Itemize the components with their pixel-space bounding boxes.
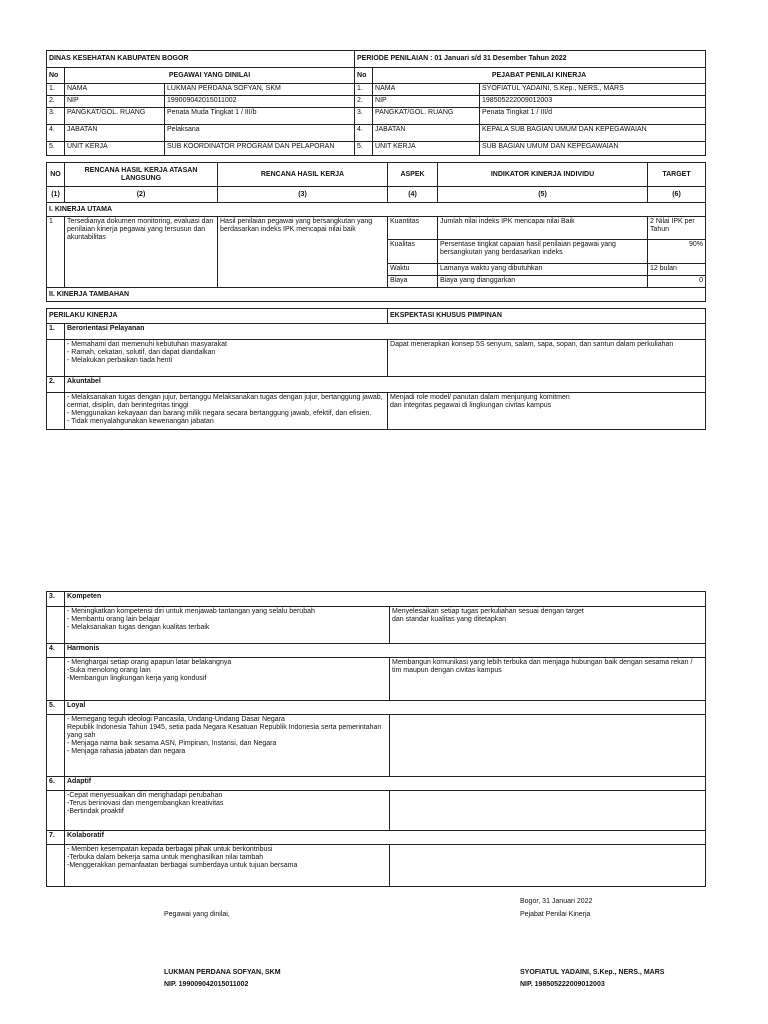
penilai-label: Pejabat Penilai Kinerja <box>520 911 591 918</box>
perilaku-title: Kompeten <box>65 592 706 607</box>
pejabat-row-field: NAMA <box>373 84 480 96</box>
perilaku-title: Loyal <box>65 701 706 715</box>
perilaku-desc: - Memberi kesempatan kepada berbagai pihak untuk berkontribusi -Terbuka dalam bekerja sama untuk menghasilkan nilai tambah -Menggerakkan pemanfaatan berbagai sumberdaya untuk tujuan bersama <box>65 845 390 887</box>
pejabat-row-value: Penata Tingkat 1 / III/d <box>480 108 706 125</box>
perilaku-expect <box>390 791 706 831</box>
pejabat-row-value: SUB BAGIAN UMUM DAN KEPEGAWAIAN <box>480 142 706 156</box>
pejabat-row-value: 198505222009012003 <box>480 96 706 108</box>
indikator-target: 0 <box>648 276 706 288</box>
perilaku-title: Kolaboratif <box>65 831 706 845</box>
indikator-text: Jumlah nilai indeks IPK mencapai nilai Baik <box>438 217 648 240</box>
pejabat-row-no: 3. <box>355 108 373 125</box>
perilaku-title: Harmonis <box>65 644 706 658</box>
perilaku-expect <box>390 715 706 777</box>
perilaku-expect: Membangun komunikasi yang lebih terbuka dan menjaga hubungan baik dengan sesama rekan / tim maupun dengan civitas kampus <box>390 658 706 701</box>
pejabat-row-field: UNIT KERJA <box>373 142 480 156</box>
pejabat-row-field: PANGKAT/GOL. RUANG <box>373 108 480 125</box>
pegawai-signature-name: LUKMAN PERDANA SOFYAN, SKM <box>164 969 281 976</box>
pegawai-no-header: No <box>47 68 65 84</box>
penilai-signature-name: SYOFIATUL YADAINI, S.Kep., NERS., MARS <box>520 969 665 976</box>
perilaku-spacer <box>47 715 65 777</box>
pejabat-no-header: No <box>355 68 373 84</box>
pegawai-row-no: 1. <box>47 84 65 96</box>
pegawai-row-value: Penata Muda Tingkat 1 / III/b <box>165 108 355 125</box>
pegawai-row-no: 3. <box>47 108 65 125</box>
indikator-target: 90% <box>648 240 706 264</box>
kinerja-utama-rhk-atasan: Tersedianya dokumen monitoring, evaluasi dan penilaian kinerja pegawai yang tersusun dan akuntabilitas <box>65 217 218 288</box>
pejabat-row-value: SYOFIATUL YADAINI, S.Kep., NERS., MARS <box>480 84 706 96</box>
perilaku-no: 1. <box>47 324 65 340</box>
pejabat-row-no: 4. <box>355 125 373 142</box>
perilaku-no: 4. <box>47 644 65 658</box>
pegawai-signature-nip: NIP. 199009042015011002 <box>164 981 249 988</box>
pegawai-row-no: 2. <box>47 96 65 108</box>
col-aspek-header: ASPEK <box>388 163 438 187</box>
penilai-signature-nip: NIP. 198505222009012003 <box>520 981 605 988</box>
perilaku-desc: - Meningkatkan kompetensi diri untuk menjawab tantangan yang selalu berubah - Membantu orang lain belajar - Melaksanakan tugas dengan kualitas terbaik <box>65 607 390 644</box>
pegawai-row-field: NIP <box>65 96 165 108</box>
pegawai-row-value: 199009042015011002 <box>165 96 355 108</box>
indikator-target: 12 bulan <box>648 264 706 276</box>
perilaku-spacer <box>47 340 65 377</box>
perilaku-desc: -Cepat menyesuaikan diri menghadapi perubahan -Terus berinovasi dan mengembangkan kreativitas -Bertindak proaktif <box>65 791 390 831</box>
pegawai-row-field: PANGKAT/GOL. RUANG <box>65 108 165 125</box>
pejabat-row-no: 2. <box>355 96 373 108</box>
perilaku-title: Adaptif <box>65 777 706 791</box>
perilaku-no: 6. <box>47 777 65 791</box>
instansi-name: DINAS KESEHATAN KABUPATEN BOGOR <box>47 51 355 68</box>
col-number: (4) <box>388 187 438 203</box>
perilaku-heading: PERILAKU KINERJA <box>47 309 388 324</box>
indikator-aspek: Kuantitas <box>388 217 438 240</box>
kinerja-utama-rhk: Hasil penilaian pegawai yang bersangkutan yang berdasarkan indeks IPK mencapai nilai baik <box>218 217 388 288</box>
place-date: Bogor, 31 Januari 2022 <box>520 898 593 905</box>
perilaku-spacer <box>47 791 65 831</box>
pegawai-label: Pegawai yang dinilai, <box>164 911 230 918</box>
col-target-header: TARGET <box>648 163 706 187</box>
ekspektasi-heading: EKSPEKTASI KHUSUS PIMPINAN <box>388 309 706 324</box>
perilaku-no: 3. <box>47 592 65 607</box>
pejabat-row-no: 1. <box>355 84 373 96</box>
pegawai-row-field: NAMA <box>65 84 165 96</box>
perilaku-expect: Menjadi role model/ panutan dalam menjunjung komitmen dan integritas pegawai di lingkungan civitas kampus <box>388 393 706 430</box>
pegawai-row-no: 4. <box>47 125 65 142</box>
skp-table-perilaku-2 <box>46 591 706 887</box>
col-number: (6) <box>648 187 706 203</box>
perilaku-desc: - Memegang teguh ideologi Pancasila, Undang-Undang Dasar Negara Republik Indonesia Tahun 1945, setia pada Negara Kesatuan Republik Indonesia serta pemerintahan yang sah - Menjaga nama baik sesama ASN, Pimpinan, Instansi, dan Negara - Menjaga rahasia jabatan dan negara <box>65 715 390 777</box>
periode-penilaian: PERIODE PENILAIAN : 01 Januari s/d 31 Desember Tahun 2022 <box>355 51 706 68</box>
skp-table-main <box>46 50 706 156</box>
indikator-aspek: Kualitas <box>388 240 438 264</box>
pegawai-row-value: LUKMAN PERDANA SOFYAN, SKM <box>165 84 355 96</box>
pegawai-title: PEGAWAI YANG DINILAI <box>65 68 355 84</box>
perilaku-title: Berorientasi Pelayanan <box>65 324 706 340</box>
perilaku-expect: Dapat menerapkan konsep 5S senyum, salam, sapa, sopan, dan santun dalam perkuliahan <box>388 340 706 377</box>
pejabat-row-field: JABATAN <box>373 125 480 142</box>
pegawai-row-no: 5. <box>47 142 65 156</box>
pejabat-row-value: KEPALA SUB BAGIAN UMUM DAN KEPEGAWAIAN <box>480 125 706 142</box>
col-rhk-atasan-header: RENCANA HASIL KERJA ATASAN LANGSUNG <box>65 163 218 187</box>
indikator-aspek: Biaya <box>388 276 438 288</box>
indikator-text: Biaya yang dianggarkan <box>438 276 648 288</box>
indikator-target: 2 Nilai IPK per Tahun <box>648 217 706 240</box>
indikator-text: Lamanya waktu yang dibutuhkan <box>438 264 648 276</box>
pegawai-row-field: JABATAN <box>65 125 165 142</box>
col-number: (2) <box>65 187 218 203</box>
col-no-header: NO <box>47 163 65 187</box>
col-number: (5) <box>438 187 648 203</box>
perilaku-expect <box>390 845 706 887</box>
perilaku-spacer <box>47 845 65 887</box>
col-rhk-header: RENCANA HASIL KERJA <box>218 163 388 187</box>
kinerja-utama-no: 1 <box>47 217 65 288</box>
perilaku-no: 7. <box>47 831 65 845</box>
col-indikator-header: INDIKATOR KINERJA INDIVIDU <box>438 163 648 187</box>
perilaku-spacer <box>47 607 65 644</box>
perilaku-desc: - Melaksanakan tugas dengan jujur, bertanggu Melaksanakan tugas dengan jujur, bertanggung jawab, cermat, disiplin, dan berintegritas tinggi - Menggunakan kekayaan dan barang milik negara secara bertanggung jawab, efektif, dan efisien. - Tidak menyalahgunakan kewenangan jabatan <box>65 393 388 430</box>
indikator-aspek: Waktu <box>388 264 438 276</box>
kinerja-utama-heading: I. KINERJA UTAMA <box>47 203 706 217</box>
col-number: (3) <box>218 187 388 203</box>
perilaku-expect: Menyelesaikan setiap tugas perkuliahan sesuai dengan target dan standar kualitas yang ditetapkan <box>390 607 706 644</box>
perilaku-desc: - Memahami dan memenuhi kebutuhan masyarakat - Ramah, cekatan, solutif, dan dapat diandalkan - Melakukan perbaikan tiada henti <box>65 340 388 377</box>
pejabat-row-no: 5. <box>355 142 373 156</box>
pejabat-title: PEJABAT PENILAI KINERJA <box>373 68 706 84</box>
pegawai-row-value: SUB KOORDINATOR PROGRAM DAN PELAPORAN <box>165 142 355 156</box>
skp-table-perilaku-1 <box>46 308 706 430</box>
indikator-text: Persentase tingkat capaian hasil penilaian pegawai yang bersangkutan yang berdasarkan indeks <box>438 240 648 264</box>
perilaku-no: 2. <box>47 377 65 393</box>
perilaku-desc: - Menghargai setiap orang apapun latar belakangnya -Suka menolong orang lain -Membangun lingkungan kerja yang kondusif <box>65 658 390 701</box>
pejabat-row-field: NIP <box>373 96 480 108</box>
pegawai-row-field: UNIT KERJA <box>65 142 165 156</box>
skp-table-kinerja <box>46 162 706 302</box>
col-number: (1) <box>47 187 65 203</box>
perilaku-title: Akuntabel <box>65 377 706 393</box>
kinerja-tambahan-heading: II. KINERJA TAMBAHAN <box>47 288 706 302</box>
perilaku-spacer <box>47 393 65 430</box>
perilaku-spacer <box>47 658 65 701</box>
pegawai-row-value: Pelaksana <box>165 125 355 142</box>
perilaku-no: 5. <box>47 701 65 715</box>
